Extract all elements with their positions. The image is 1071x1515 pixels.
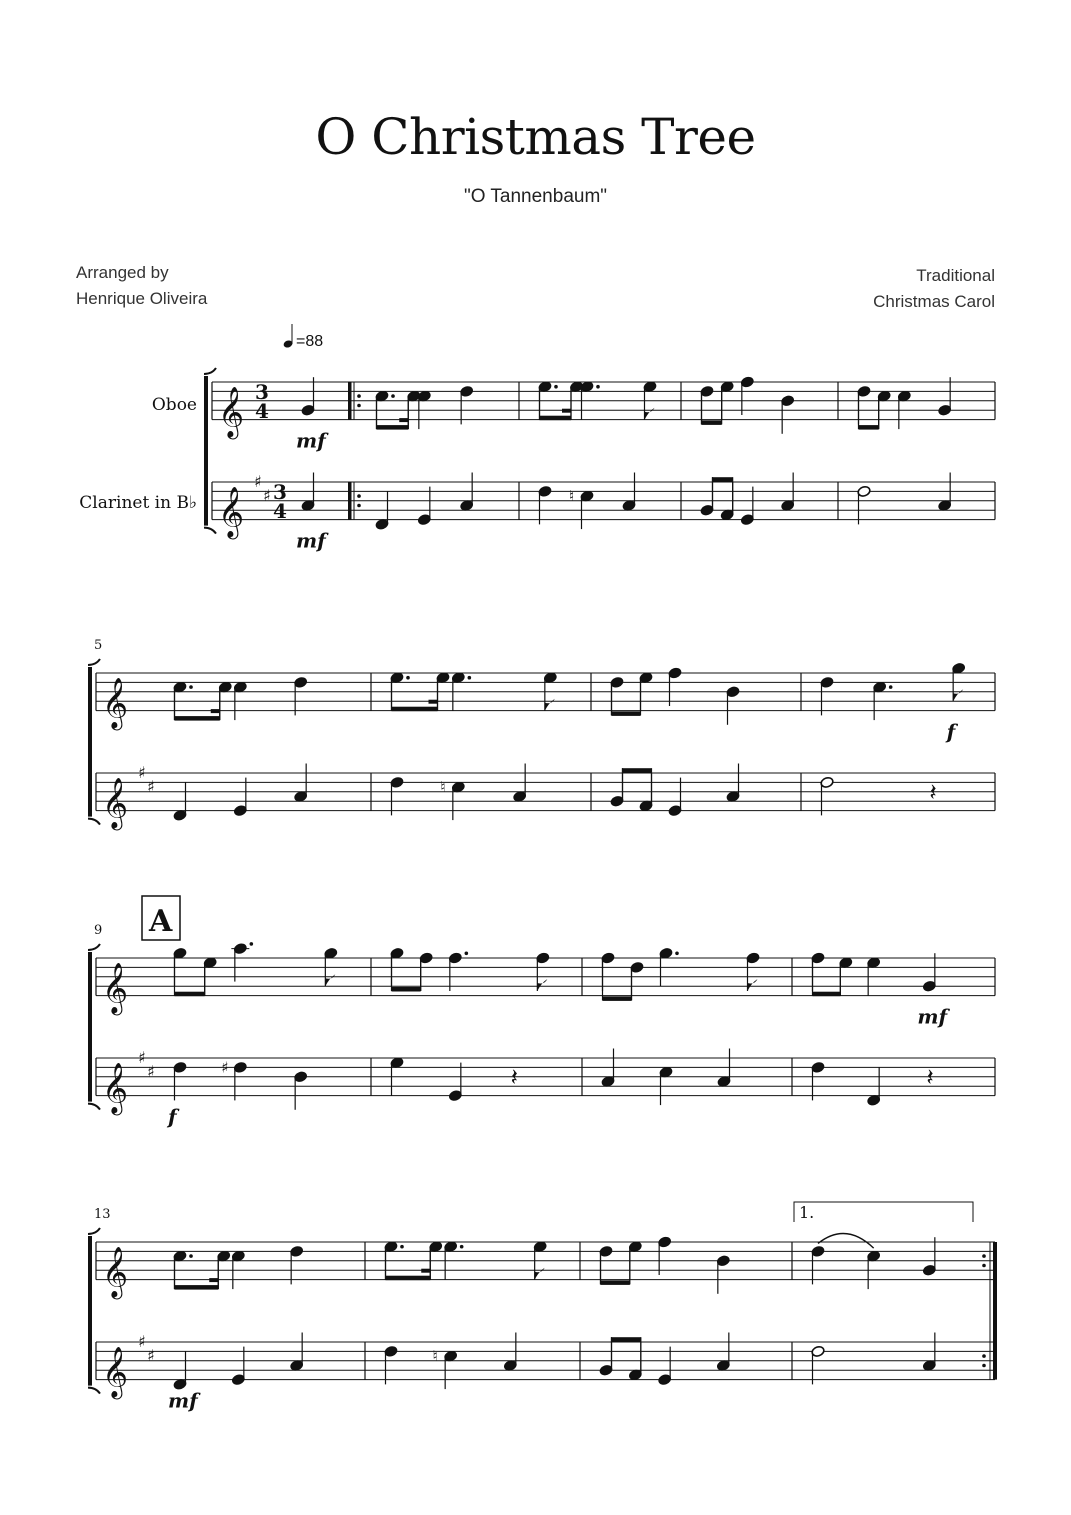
beam <box>175 992 205 997</box>
sixteenth-beam <box>211 709 220 713</box>
beam <box>702 420 722 425</box>
rehearsal-mark: A <box>149 904 173 939</box>
augmentation-dot <box>554 385 558 389</box>
eighth-flag <box>645 408 655 420</box>
time-signature: 4 <box>273 499 287 523</box>
natural-sign: ♮ <box>569 487 575 506</box>
sharp-sign: ♯ <box>221 1058 229 1077</box>
repeat-dot <box>357 504 361 508</box>
repeat-end-barline <box>993 1242 997 1380</box>
beam <box>540 416 572 421</box>
eighth-flag <box>537 979 547 991</box>
key-signature-sharp: ♯ <box>138 1048 146 1067</box>
measure-number: 13 <box>94 1207 111 1222</box>
sixteenth-beam <box>399 418 408 422</box>
system-bracket <box>88 1388 100 1394</box>
volta-label: 1. <box>799 1203 815 1222</box>
augmentation-dot <box>189 685 193 689</box>
piece-subtitle: "O Tannenbaum" <box>463 186 608 207</box>
dynamic-f: f <box>168 1104 177 1129</box>
repeat-dot <box>357 494 361 498</box>
augmentation-dot <box>596 385 600 389</box>
arranger-name: Henrique Oliveira <box>76 289 208 308</box>
augmentation-dot <box>465 952 469 956</box>
augmentation-dot <box>250 942 254 946</box>
dynamic-mf: mf <box>296 528 326 553</box>
treble-clef-icon: 𝄞 <box>102 1346 129 1398</box>
dynamic-mf: mf <box>296 428 326 453</box>
measure-number: 9 <box>94 923 103 938</box>
repeat-dot <box>982 1264 986 1268</box>
time-signature: 3 <box>273 480 287 504</box>
treble-clef-icon: 𝄞 <box>102 1246 129 1298</box>
augmentation-dot <box>189 1254 193 1258</box>
composer-name: Christmas Carol <box>873 292 995 311</box>
beam <box>612 1337 641 1342</box>
system-bracket <box>88 819 100 825</box>
treble-clef-icon: 𝄞 <box>102 962 129 1014</box>
system-bracket <box>204 368 216 374</box>
beam <box>601 1280 630 1285</box>
beam <box>175 716 220 721</box>
treble-clef-icon: 𝄞 <box>218 486 245 538</box>
key-signature-sharp: ♯ <box>147 1346 155 1366</box>
key-signature-sharp: ♯ <box>138 763 146 782</box>
beam <box>612 711 641 716</box>
key-signature-sharp: ♯ <box>254 472 262 491</box>
augmentation-dot <box>889 685 893 689</box>
system-bracket <box>88 944 100 950</box>
quarter-rest: 𝄽 <box>929 777 937 806</box>
natural-sign: ♮ <box>432 1347 439 1366</box>
beam <box>623 768 652 773</box>
augmentation-dot <box>675 952 679 956</box>
quarter-rest: 𝄽 <box>926 1062 934 1091</box>
eighth-flag <box>748 979 758 991</box>
key-signature-sharp: ♯ <box>263 486 271 506</box>
beam <box>713 477 733 482</box>
system-bracket <box>204 528 216 534</box>
system-bracket <box>88 659 100 665</box>
beam <box>603 996 632 1001</box>
sixteenth-beam <box>429 700 438 704</box>
repeat-start-barline <box>348 482 352 520</box>
augmentation-dot <box>468 676 472 680</box>
instrument-name-oboe: Oboe <box>151 395 197 415</box>
augmentation-dot <box>391 394 395 398</box>
treble-clef-icon: 𝄞 <box>102 1062 129 1114</box>
treble-clef-icon: 𝄞 <box>102 677 129 729</box>
beam <box>813 992 841 997</box>
key-signature-sharp: ♯ <box>138 1332 146 1351</box>
repeat-dot <box>982 1364 986 1368</box>
beam <box>392 707 438 712</box>
repeat-dot <box>357 404 361 408</box>
repeat-dot <box>357 394 361 398</box>
time-signature: 3 <box>255 380 269 404</box>
slur <box>818 1233 874 1248</box>
augmentation-dot <box>400 1245 404 1249</box>
key-signature-sharp: ♯ <box>147 777 155 797</box>
beam <box>175 1285 219 1290</box>
natural-sign: ♮ <box>440 778 446 797</box>
repeat-start-barline <box>348 382 352 420</box>
measure-number: 5 <box>94 638 103 653</box>
dynamic-mf: mf <box>917 1004 948 1029</box>
time-signature: 4 <box>255 399 269 423</box>
volta-bracket <box>794 1202 973 1222</box>
dynamic-f: f <box>946 719 956 744</box>
eighth-flag <box>953 689 963 701</box>
eighth-flag <box>325 974 335 986</box>
beam <box>392 987 421 992</box>
sixteenth-beam <box>209 1278 218 1282</box>
treble-clef-icon: 𝄞 <box>218 386 245 438</box>
tempo-value: =88 <box>296 333 324 350</box>
treble-clef-icon: 𝄞 <box>102 777 129 829</box>
system-bracket <box>88 1104 100 1110</box>
composer-label: Traditional <box>916 266 995 285</box>
beam <box>377 425 409 430</box>
beam <box>386 1276 431 1281</box>
key-signature-sharp: ♯ <box>147 1062 155 1082</box>
instrument-name-clarinet: Clarinet in B♭ <box>79 493 197 513</box>
system-bracket <box>88 1228 100 1234</box>
eighth-flag <box>535 1268 545 1280</box>
dynamic-mf: mf <box>168 1388 198 1413</box>
arranger-label: Arranged by <box>76 263 169 282</box>
sixteenth-beam <box>562 409 571 413</box>
repeat-dot <box>982 1354 986 1358</box>
sixteenth-beam <box>421 1269 430 1273</box>
eighth-flag <box>545 699 555 711</box>
beam <box>859 425 879 430</box>
repeat-dot <box>982 1254 986 1258</box>
quarter-rest: 𝄽 <box>510 1062 519 1091</box>
augmentation-dot <box>406 676 410 680</box>
augmentation-dot <box>460 1245 464 1249</box>
piece-title: O Christmas Tree <box>315 108 756 166</box>
